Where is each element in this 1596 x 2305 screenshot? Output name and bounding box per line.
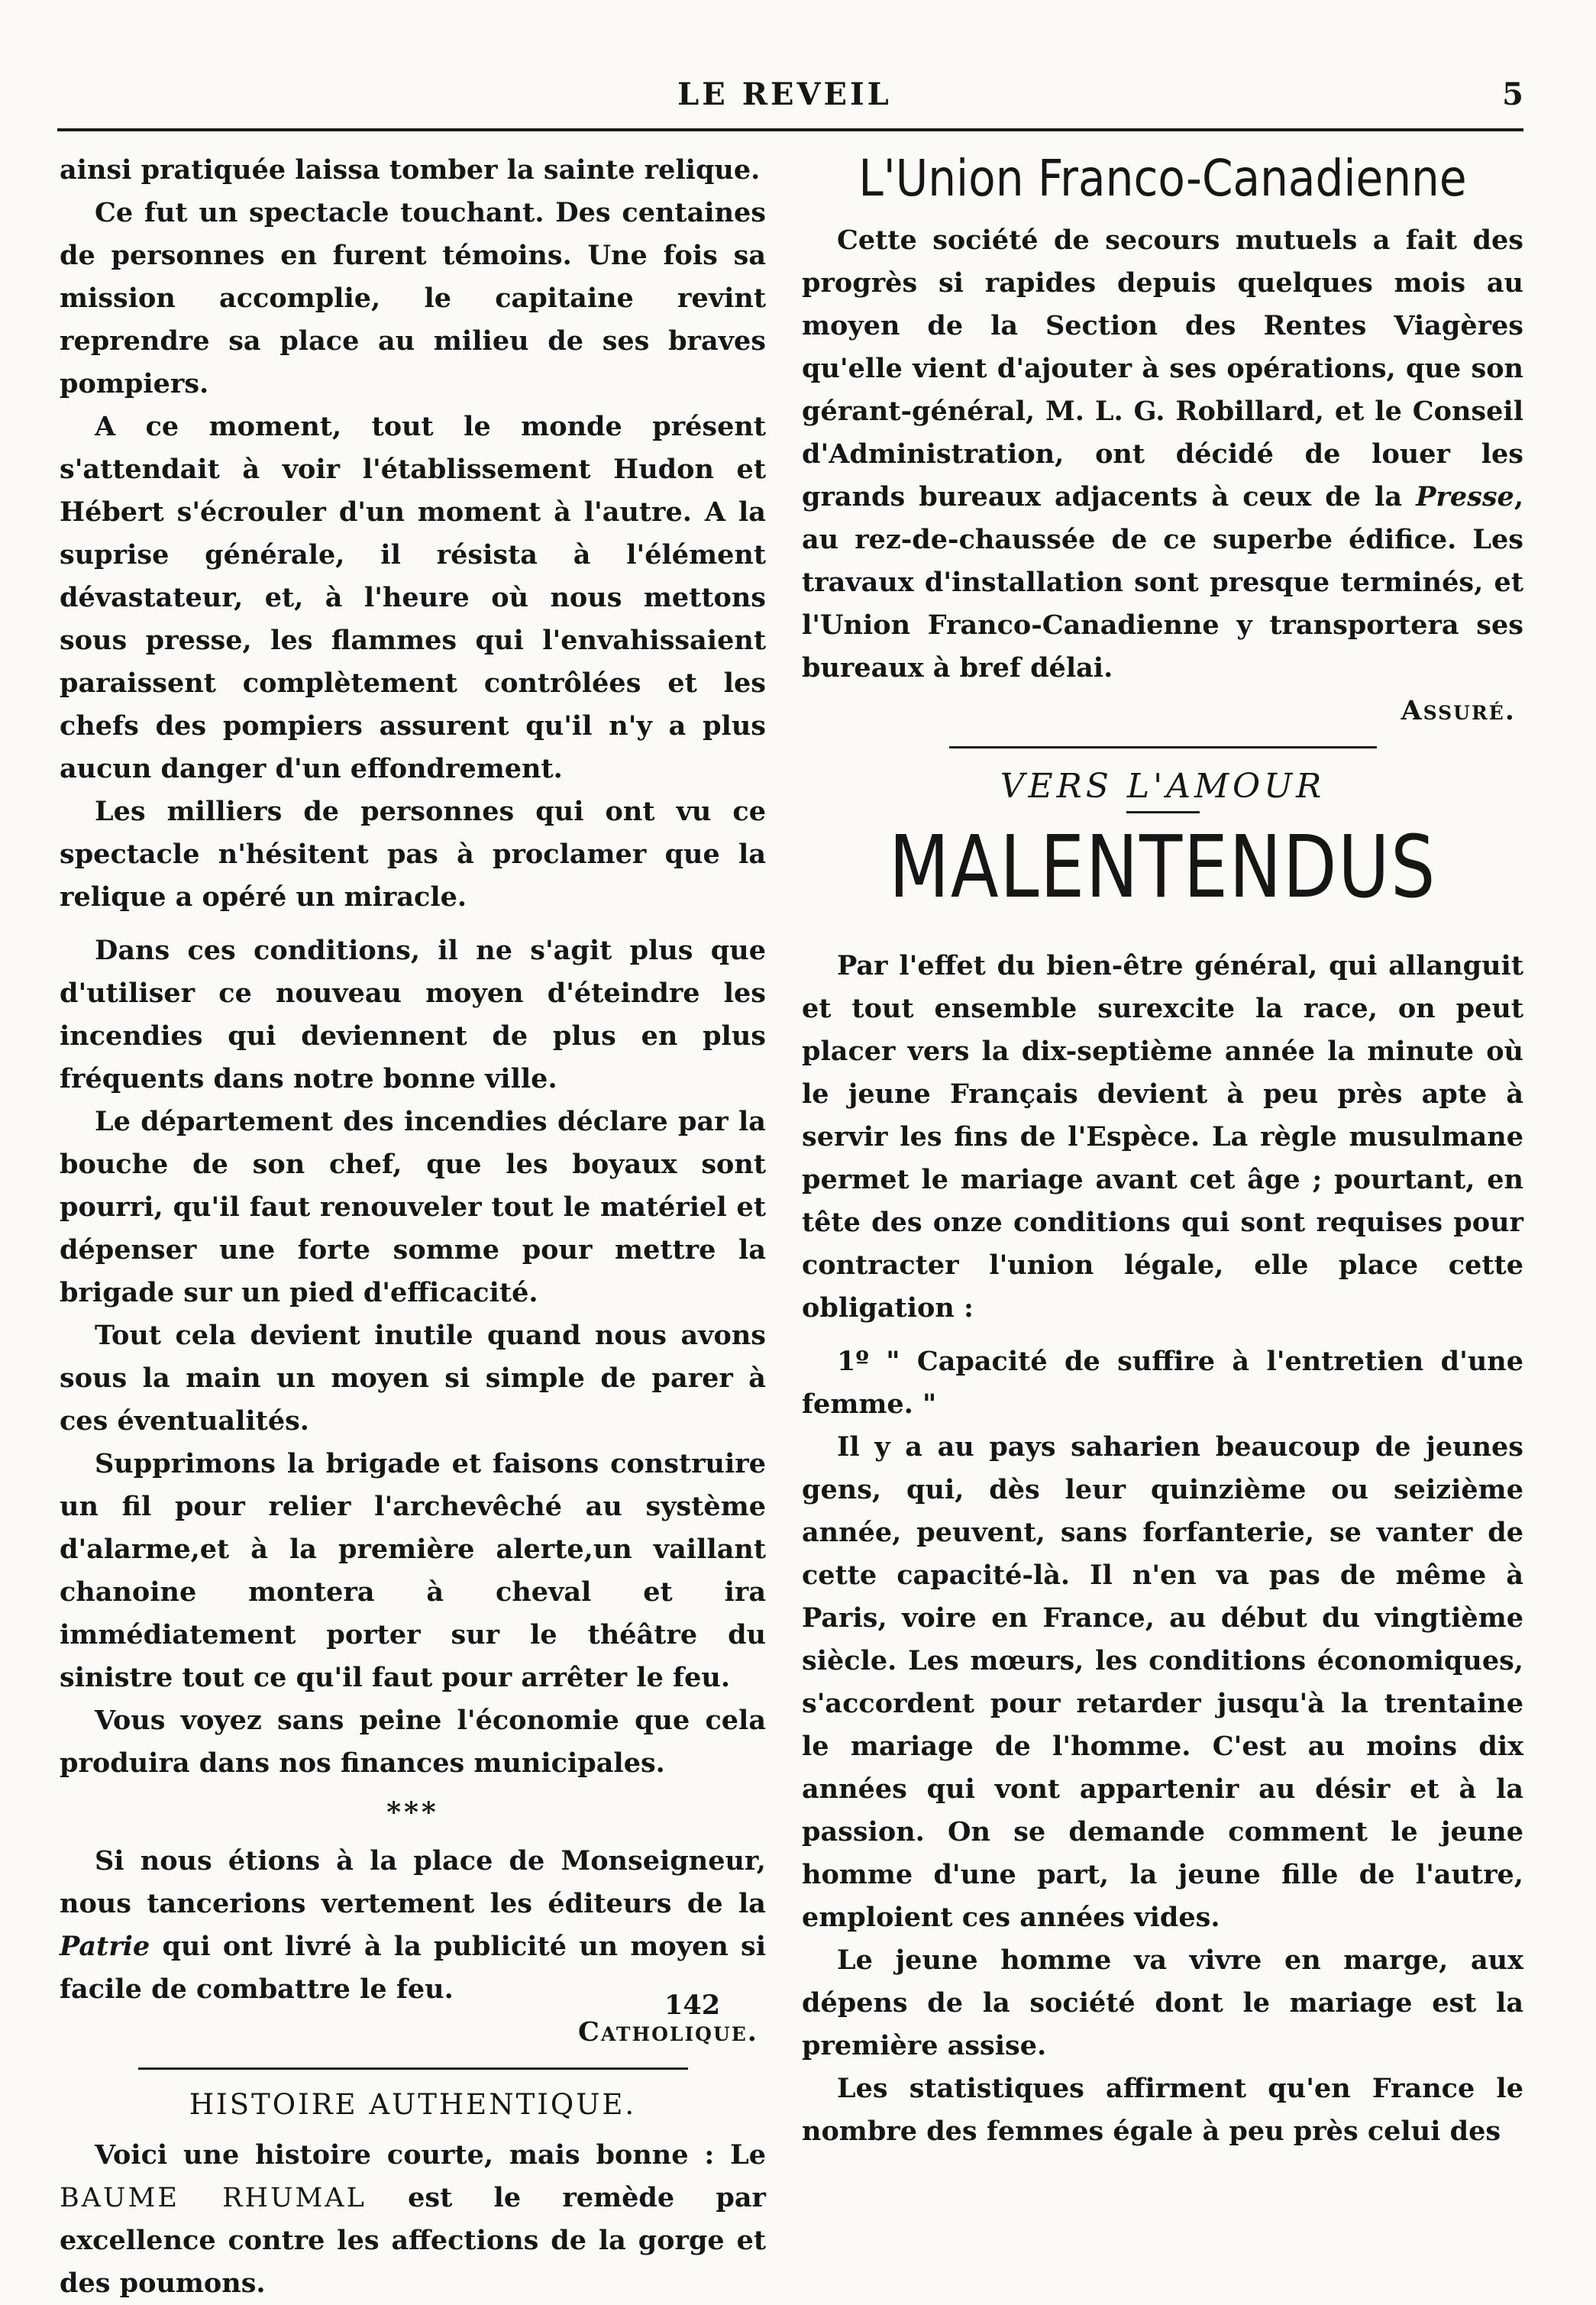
left-column: [60, 149, 766, 2305]
paragraph: [60, 2134, 766, 2305]
brand-name: BAUME RHUMAL: [60, 2183, 367, 2213]
section-separator-stars: ***: [386, 1796, 439, 1828]
article-title: L'Union Franco-Canadienne: [858, 149, 1467, 208]
paragraph: Supprimons la brigade et faisons construire un fil pour relier l'archevêché au système d'alarme,et à la première alerte,un vaillant chanoine montera à cheval et ira immédiatement porter sur le théâtre du sinistre tout ce qu'il faut pour arrêter le feu.: [60, 1448, 766, 1693]
newspaper-title: LE REVEIL: [677, 76, 892, 112]
article-headline: MALENTENDUS: [888, 818, 1437, 917]
paragraph: Il y a au pays saharien beaucoup de jeunes gens, qui, dès leur quinzième ou seizième année, peuvent, sans forfanterie, se vanter de cette capacité-là. Il n'en va pas de même à Paris, voire en France, au début du vingtième siècle. Les mœurs, les conditions économiques, s'accordent pour retarder jusqu'à la trentaine le mariage de l'homme. C'est au moins dix années qui vont appartenir au désir et à la passion. On se demande comment le jeune homme d'une part, la jeune fille de l'autre, emploient ces années vides.: [802, 1431, 1523, 1933]
signature: Assuré.: [1401, 695, 1516, 726]
paragraph: [60, 1840, 766, 2011]
paragraph: Tout cela devient inutile quand nous avons sous la main un moyen si simple de parer à ces éventualités.: [60, 1320, 766, 1437]
article-kicker: VERS L'AMOUR: [1000, 767, 1326, 806]
header-rule: [57, 128, 1523, 131]
paragraph: Le jeune homme va vivre en marge, aux dépens de la société dont le mariage est la première assise.: [802, 1945, 1523, 2061]
paragraph: Vous voyez sans peine l'économie que cela produira dans nos finances municipales.: [60, 1705, 766, 1779]
text-run: Si nous étions à la place de Monseigneur, nous tancerions vertement les éditeurs de la: [60, 1845, 766, 1919]
paragraph: Par l'effet du bien-être général, qui allanguit et tout ensemble surexcite la race, on peut placer vers la dix-septième année la minute où le jeune Français devient à peu près apte à servir les fins de l'Espèce. La règle musulmane permet le mariage avant cet âge ; pourtant, en tête des onze conditions qui sont requises pour contracter l'union légale, elle place cette obligation :: [802, 950, 1523, 1324]
paragraph: Les milliers de personnes qui ont vu ce spectacle n'hésitent pas à proclamer que la relique a opéré un miracle.: [60, 796, 766, 913]
paragraph: Ce fut un spectacle touchant. Des centaines de personnes en furent témoins. Une fois sa mission accomplie, le capitaine revint reprendre sa place au milieu de ses braves pompiers.: [60, 197, 766, 399]
divider: [138, 2067, 688, 2070]
right-column: [802, 149, 1523, 2153]
text-run: qui ont livré à la publicité un moyen si facile de combattre le feu.: [60, 1931, 766, 2005]
section-title: HISTOIRE AUTHENTIQUE.: [189, 2088, 637, 2121]
page-number: 5: [1502, 76, 1523, 112]
paragraph: A ce moment, tout le monde présent s'attendait à voir l'établissement Hudon et Hébert s'écrouler d'un moment à l'autre. A la suprise générale, il résista à l'élément dévastateur, et, à l'heure où nous mettons sous presse, les flammes qui l'envahissaient paraissent complètement contrôlées et les chefs des pompiers assurent qu'il n'y a plus aucun danger d'un effondrement.: [60, 411, 766, 784]
paragraph: [802, 219, 1523, 690]
short-rule: [1126, 811, 1200, 813]
paragraph: ainsi pratiquée laissa tomber la sainte relique.: [60, 154, 761, 186]
folio-number: 142: [664, 1990, 721, 2021]
text-run: Cette société de secours mutuels a fait des progrès si rapides depuis quelques mois au moyen de la Section des Rentes Viagères qu'elle vient d'ajouter à ses opérations, que son gérant-général, M. L. G. Robillard, et le Conseil d'Administration, ont décidé de louer les grands bureaux adjacents à ceux de la: [802, 225, 1523, 512]
paragraph: 1º " Capacité de suffire à l'entretien d'une femme. ": [802, 1346, 1523, 1420]
paragraph: Dans ces conditions, il ne s'agit plus que d'utiliser ce nouveau moyen d'éteindre les incendies qui deviennent de plus en plus fréquents dans notre bonne ville.: [60, 935, 766, 1094]
newspaper-name: Patrie: [60, 1931, 150, 1962]
paragraph: Le département des incendies déclare par la bouche de son chef, que les boyaux sont pourri, qu'il faut renouveler tout le matériel et dépenser une forte somme pour mettre la brigade sur un pied d'efficacité.: [60, 1106, 766, 1308]
paragraph: Les statistiques affirment qu'en France le nombre des femmes égale à peu près celui des: [802, 2073, 1523, 2147]
text-run: , au rez-de-chaussée de ce superbe édifice. Les travaux d'installation sont presque terminés, et l'Union Franco-Canadienne y transportera ses bureaux à bref délai.: [802, 481, 1523, 684]
text-run: Voici une histoire courte, mais bonne : Le: [95, 2139, 766, 2171]
signature: Catholique.: [578, 2016, 758, 2048]
text-run: est le remède par excellence contre les affections de la gorge et des poumons.: [60, 2182, 766, 2299]
divider: [949, 746, 1377, 748]
newspaper-name: Presse: [1416, 481, 1514, 512]
page-header: [46, 76, 1523, 122]
